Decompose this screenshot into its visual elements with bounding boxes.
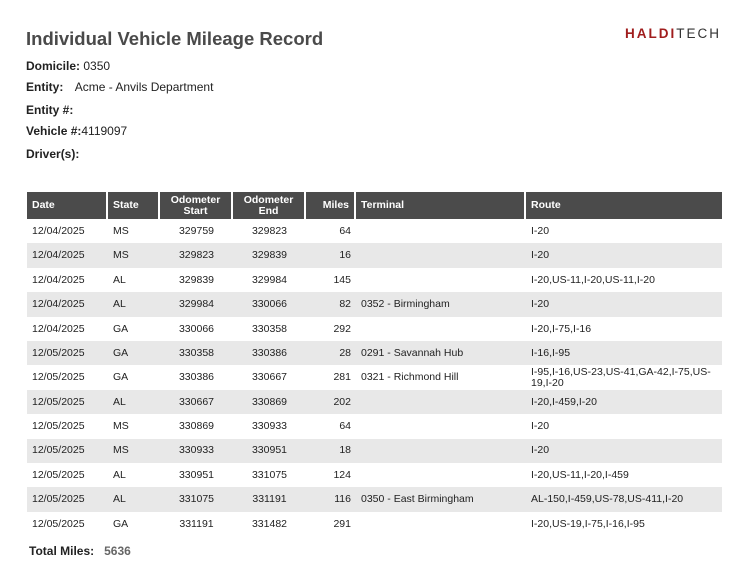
cell-odometer-start: 331075 <box>160 487 233 511</box>
cell-date: 12/04/2025 <box>27 243 108 267</box>
vehicle-number-value: 4119097 <box>81 124 128 138</box>
cell-date: 12/04/2025 <box>32 273 85 286</box>
cell-state: MS <box>108 243 160 267</box>
cell-terminal <box>356 414 526 438</box>
cell-miles: 124 <box>333 468 351 481</box>
mileage-table <box>27 192 722 536</box>
cell-miles: 16 <box>306 243 356 267</box>
cell-miles: 18 <box>306 439 356 463</box>
cell-miles: 202 <box>306 390 356 414</box>
cell-odometer-start: 329984 <box>160 292 233 316</box>
cell-date: 12/04/2025 <box>32 322 85 335</box>
total-miles-label: Total Miles: <box>29 544 95 558</box>
cell-miles: 64 <box>339 224 351 237</box>
cell-miles: 291 <box>333 517 351 530</box>
table-header-row <box>27 192 722 219</box>
header-miles: Miles <box>306 192 356 219</box>
cell-terminal <box>356 463 526 487</box>
cell-date: 12/04/2025 <box>27 292 108 316</box>
cell-miles: 64 <box>339 420 351 433</box>
cell-odometer-end: 331075 <box>251 468 288 481</box>
cell-state: MS <box>113 224 129 237</box>
cell-date: 12/05/2025 <box>32 468 85 481</box>
domicile-field <box>26 59 110 73</box>
cell-state: AL <box>113 273 126 286</box>
cell-odometer-end: 331482 <box>251 517 288 530</box>
cell-state: AL <box>108 292 160 316</box>
cell-miles: 28 <box>306 341 356 365</box>
page-title: Individual Vehicle Mileage Record <box>26 28 324 49</box>
cell-route: I-20 <box>526 292 722 316</box>
header-state: State <box>108 192 160 219</box>
cell-terminal: 0291 - Savannah Hub <box>356 341 526 365</box>
table-row <box>27 219 722 243</box>
header-odometer-end: Odometer End <box>233 192 306 219</box>
table-row <box>27 463 722 487</box>
cell-miles: 281 <box>333 371 351 384</box>
cell-state: AL <box>108 390 160 414</box>
cell-odometer-end: 330066 <box>233 292 306 316</box>
cell-route: I-20 <box>526 439 722 463</box>
cell-state: AL <box>113 468 126 481</box>
cell-date: 12/05/2025 <box>32 420 85 433</box>
cell-odometer-end: 330386 <box>233 341 306 365</box>
table-row <box>27 268 722 292</box>
table-row <box>27 487 722 511</box>
cell-route: I-20,I-75,I-16 <box>531 322 592 335</box>
cell-odometer-start: 330667 <box>160 390 233 414</box>
cell-miles: 116 <box>306 487 356 511</box>
table-row <box>27 414 722 438</box>
cell-date: 12/05/2025 <box>27 390 108 414</box>
cell-route: I-20,I-459,I-20 <box>526 390 722 414</box>
cell-date: 12/05/2025 <box>32 517 85 530</box>
entity-number-label: Entity #: <box>26 103 74 117</box>
cell-odometer-start: 329839 <box>178 273 215 286</box>
cell-terminal <box>356 390 526 414</box>
table-row <box>27 390 722 414</box>
cell-route: I-95,I-16,US-23,US-41,GA-42,I-75,US-19,I-20 <box>531 366 711 389</box>
header-route: Route <box>526 192 722 219</box>
vehicle-number-field <box>26 124 127 138</box>
entity-number-field <box>26 103 73 117</box>
cell-state: MS <box>113 420 129 433</box>
cell-odometer-start: 329823 <box>160 243 233 267</box>
cell-terminal <box>356 317 526 341</box>
cell-odometer-end: 331191 <box>233 487 306 511</box>
cell-terminal <box>356 219 526 243</box>
cell-miles: 292 <box>333 322 351 335</box>
cell-odometer-end: 330951 <box>233 439 306 463</box>
cell-odometer-end: 329839 <box>233 243 306 267</box>
cell-state: GA <box>113 371 129 384</box>
cell-terminal <box>356 512 526 536</box>
cell-odometer-end: 330358 <box>251 322 288 335</box>
cell-route: I-20,US-11,I-20,I-459 <box>531 468 629 481</box>
header-date: Date <box>27 192 108 219</box>
table-row <box>27 243 722 267</box>
domicile-label: Domicile: <box>26 59 81 73</box>
drivers-label: Driver(s): <box>26 147 80 161</box>
cell-route: I-16,I-95 <box>526 341 722 365</box>
cell-odometer-end: 330933 <box>251 420 288 433</box>
cell-terminal: 0350 - East Birmingham <box>356 487 526 511</box>
total-miles <box>29 544 131 558</box>
cell-route: I-20 <box>531 224 550 237</box>
cell-state: AL <box>108 487 160 511</box>
cell-odometer-start: 330386 <box>178 371 215 384</box>
cell-state: MS <box>108 439 160 463</box>
entity-field <box>26 80 213 94</box>
cell-date: 12/05/2025 <box>27 341 108 365</box>
cell-odometer-start: 330951 <box>178 468 215 481</box>
domicile-value: 0350 <box>83 59 111 73</box>
header-terminal: Terminal <box>356 192 526 219</box>
cell-date: 12/04/2025 <box>32 224 85 237</box>
cell-date: 12/05/2025 <box>27 487 108 511</box>
table-row <box>27 341 722 365</box>
table-row <box>27 317 722 341</box>
cell-route: AL-150,I-459,US-78,US-411,I-20 <box>526 487 722 511</box>
cell-terminal <box>356 439 526 463</box>
entity-label: Entity: <box>26 80 64 94</box>
cell-date: 12/05/2025 <box>32 371 85 384</box>
cell-odometer-end: 330667 <box>251 371 288 384</box>
table-row <box>27 439 722 463</box>
cell-odometer-start: 330358 <box>160 341 233 365</box>
table-row <box>27 292 722 316</box>
cell-terminal <box>356 268 526 292</box>
cell-miles: 82 <box>306 292 356 316</box>
cell-route: I-20 <box>526 243 722 267</box>
cell-odometer-start: 329759 <box>178 224 215 237</box>
total-miles-value: 5636 <box>104 544 131 558</box>
cell-odometer-end: 329984 <box>251 273 288 286</box>
cell-odometer-start: 330933 <box>160 439 233 463</box>
cell-route: I-20,US-11,I-20,US-11,I-20 <box>531 273 655 286</box>
cell-odometer-start: 330066 <box>178 322 215 335</box>
cell-odometer-end: 330869 <box>233 390 306 414</box>
cell-state: GA <box>113 322 129 335</box>
cell-terminal <box>356 243 526 267</box>
brand-logo: HALDITECH <box>625 26 721 41</box>
cell-odometer-end: 329823 <box>251 224 288 237</box>
cell-odometer-start: 330869 <box>178 420 215 433</box>
cell-route: I-20 <box>531 420 550 433</box>
cell-state: GA <box>108 341 160 365</box>
table-row <box>27 512 722 536</box>
header-odometer-start: Odometer Start <box>160 192 233 219</box>
cell-route: I-20,US-19,I-75,I-16,I-95 <box>531 517 645 530</box>
cell-date: 12/05/2025 <box>27 439 108 463</box>
cell-state: GA <box>113 517 129 530</box>
vehicle-number-label: Vehicle #: <box>26 124 82 138</box>
cell-miles: 145 <box>333 273 351 286</box>
table-row <box>27 365 722 389</box>
entity-value: Acme - Anvils Department <box>74 80 214 94</box>
cell-odometer-start: 331191 <box>179 517 214 530</box>
cell-terminal: 0352 - Birmingham <box>356 292 526 316</box>
cell-terminal: 0321 - Richmond Hill <box>361 371 459 384</box>
drivers-field <box>26 147 79 161</box>
